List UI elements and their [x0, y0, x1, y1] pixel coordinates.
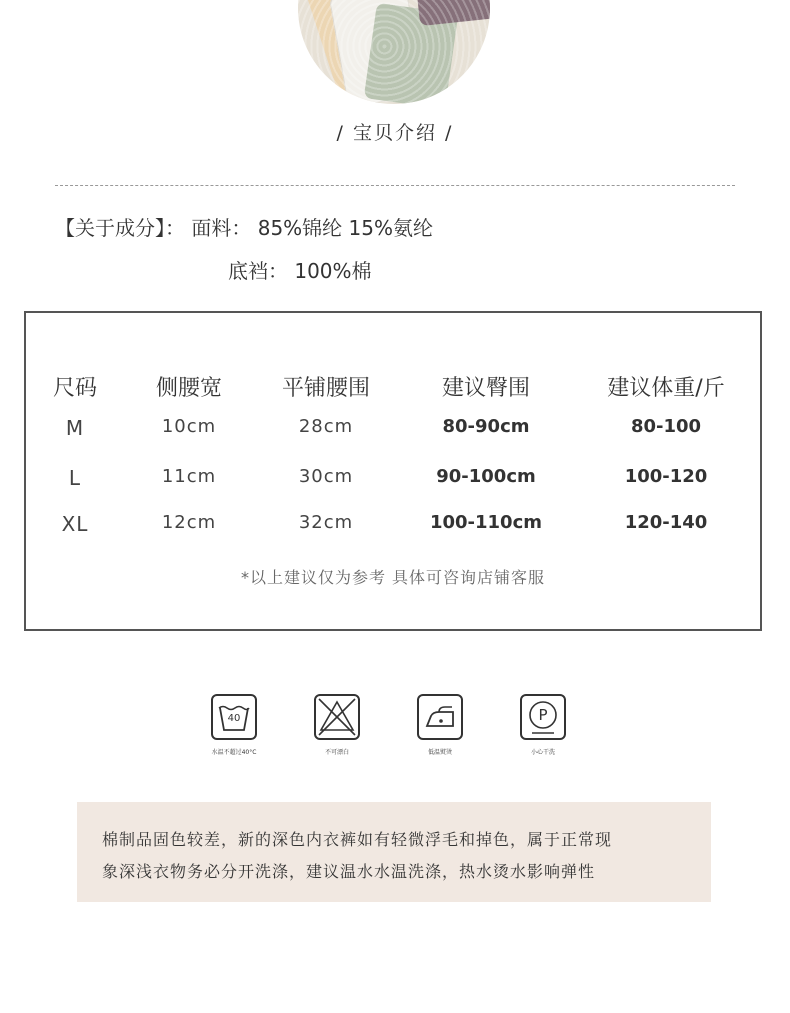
composition-label: 【关于成分】：	[55, 216, 185, 240]
crotch-value: 100%棉	[294, 259, 372, 283]
side-waist-cell: 11cm	[161, 466, 217, 487]
size-cell: XL	[61, 512, 89, 536]
low-iron-icon	[417, 694, 463, 740]
weight-cell: 80-100	[630, 416, 702, 437]
size-note: *以上建议仅为参考 具体可咨询店铺客服	[240, 568, 546, 587]
side-waist-cell: 12cm	[161, 512, 217, 533]
fabric-value: 85%锦纶 15%氨纶	[257, 216, 433, 240]
care-item	[208, 694, 260, 756]
notice-line-1: 棉制品固色较差，新的深色内衣裤如有轻微浮毛和掉色，属于正常现	[102, 830, 613, 849]
size-cell: M	[65, 416, 85, 440]
flat-waist-cell: 30cm	[298, 466, 354, 487]
flat-waist-cell: 32cm	[298, 512, 354, 533]
care-caption: 水温不超过40°C	[211, 749, 257, 756]
notice-box	[77, 802, 711, 902]
care-caption: 小心干洗	[530, 749, 555, 756]
care-item	[311, 694, 363, 756]
side-waist-cell: 10cm	[161, 416, 217, 437]
no-bleach-icon	[314, 694, 360, 740]
notice-line-2: 象深浅衣物务必分开洗涤，建议温水水温洗涤，热水烫水影响弹性	[102, 862, 596, 881]
header-flat-waist: 平铺腰围	[281, 376, 370, 401]
flat-waist-cell: 28cm	[298, 416, 354, 437]
product-photo	[298, 0, 490, 104]
weight-cell: 120-140	[624, 512, 708, 533]
composition-crotch-line	[228, 255, 372, 284]
wash-temp-label: 40	[227, 713, 241, 724]
section-title: / 宝贝介绍 /	[336, 122, 454, 144]
care-caption: 低温熨烫	[427, 749, 452, 756]
dry-clean-letter: P	[538, 706, 548, 724]
weight-cell: 100-120	[624, 466, 708, 487]
care-item	[517, 694, 569, 756]
header-hip: 建议臀围	[441, 376, 530, 401]
size-table	[24, 311, 762, 631]
size-cell: L	[68, 466, 82, 490]
dry-clean-icon	[520, 694, 566, 740]
fabric-label: 面料：	[191, 216, 252, 240]
header-size: 尺码	[52, 376, 97, 401]
hip-cell: 80-90cm	[442, 416, 530, 437]
hip-cell: 90-100cm	[436, 466, 536, 487]
wash-40-icon	[211, 694, 257, 740]
header-side-waist: 侧腰宽	[155, 376, 222, 401]
hip-cell: 100-110cm	[429, 512, 543, 533]
care-item	[414, 694, 466, 756]
dashed-divider	[55, 185, 735, 186]
crotch-label: 底裆：	[228, 259, 288, 283]
care-caption: 不可漂白	[324, 749, 349, 756]
composition-fabric-line	[55, 212, 433, 241]
header-weight: 建议体重/斤	[607, 376, 725, 401]
